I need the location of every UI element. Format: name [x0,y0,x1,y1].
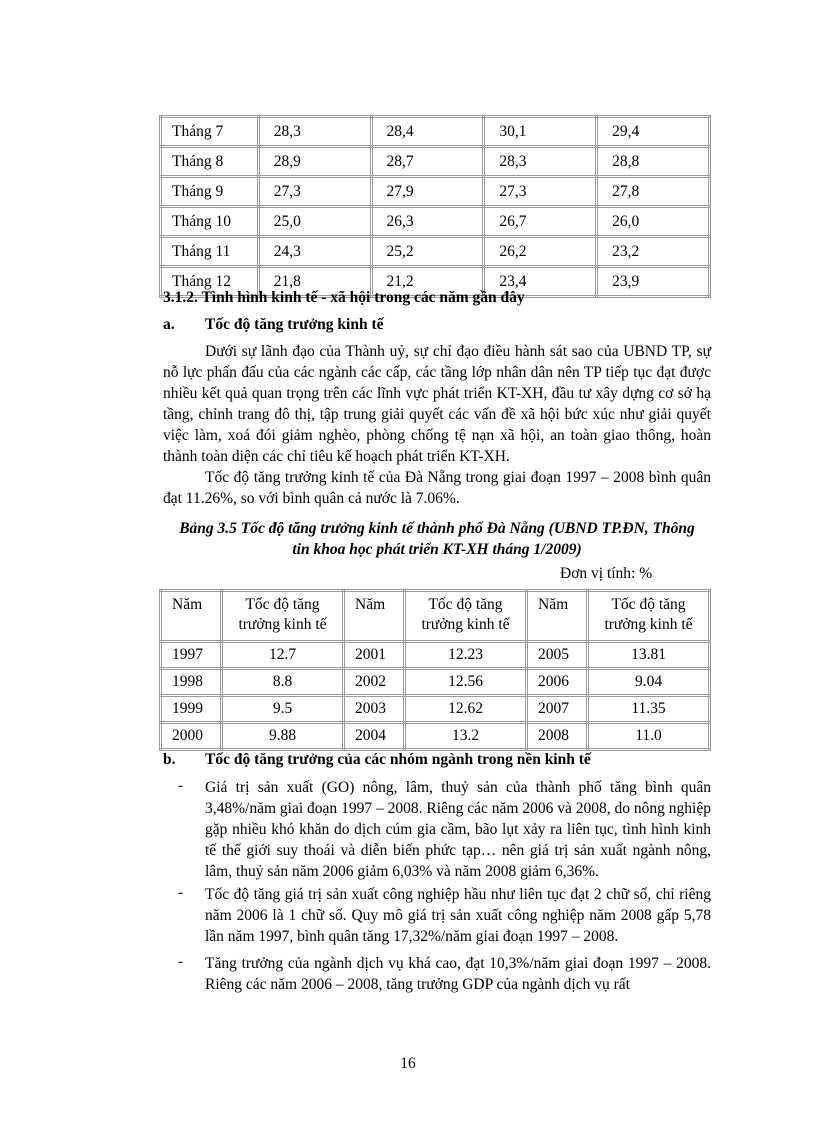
value-cell: 23,2 [597,237,710,267]
year-cell: 2004 [344,723,405,750]
page-number: 16 [400,1055,416,1072]
year-cell: 2001 [344,642,405,669]
value-cell: 27,9 [371,177,484,207]
header-year: Năm [161,591,222,642]
bullet-marker: - [178,953,184,970]
header-rate: Tốc độ tăng trưởng kinh tế [222,591,344,642]
value-cell: 28,7 [371,147,484,177]
value-cell: 27,3 [258,177,371,207]
monthly-table [159,115,711,298]
rate-cell: 11.0 [588,723,710,750]
table-caption-line2: tin khoa học phát triển KT-XH tháng 1/2009) [292,541,582,558]
bullet-item-1: Giá trị sản xuất (GO) nông, lâm, thuỷ sản của thành phố tăng bình quân 3,48%/năm giai đoạn 1997 – 2008. Riêng các năm 2006 và 2008, do nông nghiệp gặp nhiều khó khăn do dịch cúm gia cầm, bão lụt xảy ra liên tục, tình hình kinh tế thế giới suy thoái và diễn biến phức tạp… nên giá trị sản xuất ngành nông, lâm, thuỷ sản năm 2006 giảm 6,03% và năm 2008 giảm 6,36%. [205,779,711,880]
header-rate: Tốc độ tăng trưởng kinh tế [588,591,710,642]
value-cell: 27,8 [597,177,710,207]
year-cell: 2006 [527,669,588,696]
growth-table [159,589,711,751]
unit-label: Đơn vị tính: % [560,565,653,582]
month-cell: Tháng 12 [161,267,259,297]
subsection-b-label: b. [163,751,176,768]
rate-cell: 12.23 [405,642,527,669]
monthly-table-row [161,177,710,207]
year-cell: 1998 [161,669,222,696]
value-cell: 26,3 [371,207,484,237]
bullet-item-2: Tốc độ tăng giá trị sản xuất công nghiệp hầu như liên tục đạt 2 chữ số, chỉ riêng năm 2006 là 1 chữ số. Quy mô giá trị sản xuất công nghiệp năm 2008 gấp 5,78 lần năm 1997, bình quân tăng 17,32%/năm giai đoạn 1997 – 2008. [205,886,711,945]
subsection-a-title: Tốc độ tăng trưởng kinh tế [205,316,384,333]
year-cell: 1999 [161,696,222,723]
rate-cell: 12.56 [405,669,527,696]
value-cell: 21,2 [371,267,484,297]
growth-table-row [161,669,710,696]
value-cell: 24,3 [258,237,371,267]
monthly-table-row [161,237,710,267]
growth-table-row [161,723,710,750]
value-cell: 26,2 [484,237,597,267]
value-cell: 28,3 [484,147,597,177]
paragraph-1: Dưới sự lãnh đạo của Thành uỷ, sự chỉ đạo điều hành sát sao của UBND TP, sự nỗ lực phấn đấu của các ngành các cấp, các tầng lớp nhân dân nên TP tiếp tục đạt được nhiều kết quả quan trọng trên các lĩnh vực phát triển KT-XH, đầu tư xây dựng cơ sở hạ tầng, chỉnh trang đô thị, tập trung giải quyết các vấn đề xã hội bức xúc như giải quyết việc làm, xoá đói giảm nghèo, phòng chống tệ nạn xã hội, an toàn giao thông, hoàn thành toàn diện các chỉ tiêu kế hoạch phát triển KT-XH. [163,343,711,465]
value-cell: 25,2 [371,237,484,267]
rate-cell: 12.7 [222,642,344,669]
value-cell: 29,4 [597,117,710,147]
bullet-item-3: Tăng trưởng của ngành dịch vụ khá cao, đạt 10,3%/năm giai đoạn 1997 – 2008. Riêng các năm 2006 – 2008, tăng trưởng GDP của ngành dịch vụ rất [205,955,711,993]
value-cell: 26,7 [484,207,597,237]
rate-cell: 8.8 [222,669,344,696]
monthly-table-row [161,117,710,147]
bullet-marker: - [178,884,184,901]
value-cell: 27,3 [484,177,597,207]
monthly-table-row [161,147,710,177]
rate-cell: 9.5 [222,696,344,723]
value-cell: 30,1 [484,117,597,147]
value-cell: 23,4 [484,267,597,297]
value-cell: 28,8 [597,147,710,177]
year-cell: 1997 [161,642,222,669]
header-rate: Tốc độ tăng trưởng kinh tế [405,591,527,642]
month-cell: Tháng 10 [161,207,259,237]
year-cell: 2008 [527,723,588,750]
month-cell: Tháng 11 [161,237,259,267]
rate-cell: 9.88 [222,723,344,750]
value-cell: 25,0 [258,207,371,237]
value-cell: 28,4 [371,117,484,147]
year-cell: 2007 [527,696,588,723]
month-cell: Tháng 7 [161,117,259,147]
monthly-table-row [161,207,710,237]
table-caption-line1: Bảng 3.5 Tốc độ tăng trưởng kinh tế thành phố Đà Nẵng (UBND TP.ĐN, Thông [179,520,695,537]
year-cell: 2003 [344,696,405,723]
month-cell: Tháng 9 [161,177,259,207]
month-cell: Tháng 8 [161,147,259,177]
rate-cell: 11.35 [588,696,710,723]
year-cell: 2000 [161,723,222,750]
bullet-marker: - [178,777,184,794]
growth-table-header [161,591,710,642]
value-cell: 23,9 [597,267,710,297]
value-cell: 28,3 [258,117,371,147]
year-cell: 2002 [344,669,405,696]
growth-table-row [161,696,710,723]
paragraph-2: Tốc độ tăng trưởng kinh tế của Đà Nẵng trong giai đoạn 1997 – 2008 bình quân đạt 11.26%, so với bình quân cả nước là 7.06%. [163,469,711,507]
rate-cell: 13.2 [405,723,527,750]
value-cell: 28,9 [258,147,371,177]
subsection-b-title: Tốc độ tăng trưởng của các nhóm ngành trong nền kinh tế [205,751,591,768]
value-cell: 21,8 [258,267,371,297]
rate-cell: 13.81 [588,642,710,669]
growth-table-row [161,642,710,669]
header-year: Năm [527,591,588,642]
rate-cell: 9.04 [588,669,710,696]
header-year: Năm [344,591,405,642]
subsection-a-label: a. [163,316,175,333]
year-cell: 2005 [527,642,588,669]
value-cell: 26,0 [597,207,710,237]
section-heading: 3.1.2. Tình hình kinh tế - xã hội trong các năm gần đây [163,289,525,306]
rate-cell: 12.62 [405,696,527,723]
